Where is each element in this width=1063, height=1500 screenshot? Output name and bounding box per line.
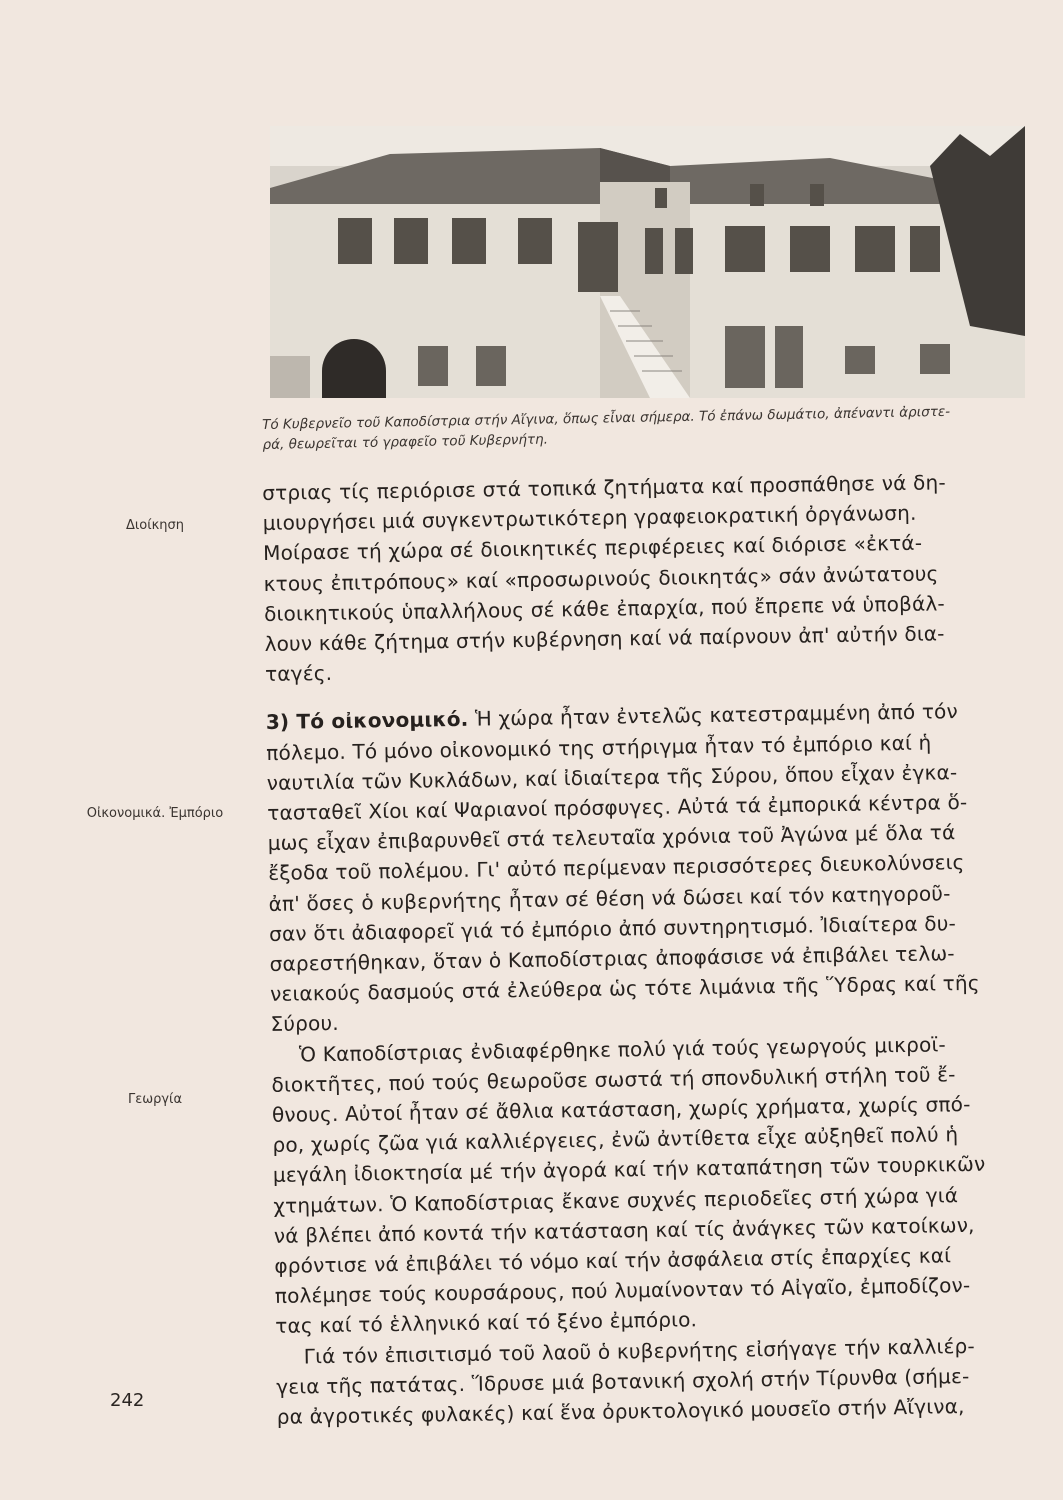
- text-line: γεια τῆς πατάτας. Ἵδρυσε μιά βοτανική σχολή στήν Τίρυνθα (σήμε-: [276, 1363, 970, 1399]
- text-line: σαρεστήθηκαν, ὅταν ὁ Καποδίστριας ἀποφάσισε νά ἐπιβάλει τελω-: [269, 941, 955, 976]
- page-number: 242: [110, 1390, 145, 1411]
- margin-note-economy: Οἰκονομικά. Ἐμπόριο: [86, 806, 224, 821]
- government-house-photo: [270, 126, 1025, 398]
- text-line: τας καί τό ἑλληνικό καί τό ξένο ἐμπόριο.: [275, 1307, 698, 1339]
- text-line: στριας τίς περιόρισε στά τοπικά ζητήματα καί προσπάθησε νά δη-: [262, 470, 946, 505]
- text-line: σαν ὅτι ἀδιαφορεῖ γιά τό ἐμπόριο ἀπό συντηρητισμό. Ἰδιαίτερα δυ-: [268, 911, 957, 946]
- text-line: θνους. Αὐτοί ἦταν σέ ἄθλια κατάσταση, χωρίς χρήματα, χωρίς σπό-: [271, 1092, 971, 1127]
- text-line: ἀπ' ὅσες ὁ κυβερνήτης ἦταν σέ θέση νά δώσει καί τόν κατηγοροῦ-: [268, 880, 951, 916]
- text-line: φρόντισε νά ἐπιβάλει τό νόμο καί τήν ἀσφάλεια στίς ἐπαρχίες καί: [274, 1243, 952, 1278]
- photo-caption: [262, 400, 1023, 455]
- text-line: ναυτιλία τῶν Κυκλάδων, καί ἰδιαίτερα τῆς Σύρου, ὅπου εἶχαν ἐγκα-: [266, 759, 958, 795]
- caption-line: ρά, θεωρεῖται τό γραφεῖο τοῦ Κυβερνήτη.: [262, 431, 549, 453]
- body-text: [262, 466, 1047, 1432]
- text-line: ρα ἀγροτικές φυλακές) καί ἕνα ὀρυκτολογικό μουσεῖο στήν Αἴγινα,: [276, 1394, 965, 1429]
- text-line: Γιά τόν ἐπισιτισμό τοῦ λαοῦ ὁ κυβερνήτης εἰσήγαγε τήν καλλιέρ-: [303, 1333, 976, 1369]
- text-line: λουν κάθε ζήτημα στήν κυβέρνηση καί νά παίρνουν ἀπ' αὐτήν δια-: [264, 621, 945, 656]
- text-line: πολέμησε τούς κουρσάρους, πού λυμαίνονταν τό Αἰγαῖο, ἐμποδίζον-: [274, 1273, 971, 1309]
- text-line: μιουργήσει μιά συγκεντρωτικότερη γραφειοκρατική ὀργάνωση.: [262, 500, 917, 536]
- margin-note-administration: Διοίκηση: [125, 518, 185, 533]
- building-illustration: [270, 126, 1025, 398]
- text-line: ἔξοδα τοῦ πολέμου. Γι' αὐτό περίμεναν περισσότερες διευκολύνσεις: [268, 850, 965, 886]
- text-line: ταγές.: [264, 661, 333, 687]
- text-line: νά βλέπει ἀπό κοντά τήν κατάσταση καί τίς ἀνάγκες τῶν κατοίκων,: [273, 1212, 975, 1248]
- text-line: ρο, χωρίς ζῶα γιά καλλιέργειες, ἐνῶ ἀντίθετα εἶχε αὐξηθεῖ πολύ ἡ: [272, 1122, 959, 1158]
- text-line: μεγάλη ἰδιοκτησία μέ τήν ἀγορά καί τήν καταπάτηση τῶν τουρκικῶν: [272, 1152, 986, 1188]
- text-line: νειακούς δασμούς στά ἐλεύθερα ὡς τότε λιμάνια τῆς Ὕδρας καί τῆς: [269, 971, 980, 1007]
- text-line: χτημάτων. Ὁ Καποδίστριας ἔκανε συχνές περιοδεῖες στή χώρα γιά: [273, 1182, 959, 1218]
- text-line: Ὁ Καποδίστριας ἐνδιαφέρθηκε πολύ γιά τούς γεωργούς μικροϊ-: [298, 1031, 947, 1067]
- text-line: διοικητικούς ὑπαλλήλους σέ κάθε ἐπαρχία, πού ἔπρεπε νά ὑποβάλ-: [263, 591, 946, 626]
- caption-line: Τό Κυβερνεῖο τοῦ Καποδίστρια στήν Αἴγινα, ὅπως εἶναι σήμερα. Τό ἐπάνω δωμάτιο, ἀπέναντι ἀριστε-: [262, 403, 951, 433]
- text-line-rest: Ἡ χώρα ἦταν ἐντελῶς κατεστραμμένη ἀπό τόν: [468, 699, 959, 732]
- text-line: διοκτῆτες, πού τούς θεωροῦσε σωστά τή σπονδυλική στήλη τοῦ ἔ-: [271, 1062, 956, 1097]
- text-line: τασταθεῖ Χίοι καί Ψαριανοί πρόσφυγες. Αὐτά τά ἐμπορικά κέντρα ὅ-: [267, 789, 968, 825]
- section-title: 3) Τό οἰκονομικό.: [265, 707, 469, 735]
- text-line: Μοίρασε τή χώρα σέ διοικητικές περιφέρειες καί διόρισε «ἐκτά-: [262, 531, 923, 566]
- text-line: πόλεμο. Τό μόνο οἰκονομικό της στήριγμα ἦταν τό ἐμπόριο καί ἡ: [266, 730, 932, 765]
- text-line: μως εἶχαν ἐπιβαρυνθεῖ στά τελευταῖα χρόνια τοῦ Ἀγώνα μέ ὅλα τά: [267, 820, 956, 856]
- text-line: Σύρου.: [270, 1011, 340, 1037]
- text-line: κτους ἐπιτρόπους» καί «προσωρινούς διοικητάς» σάν ἀνώτατους: [263, 560, 939, 596]
- margin-note-agriculture: Γεωργία: [127, 1092, 183, 1107]
